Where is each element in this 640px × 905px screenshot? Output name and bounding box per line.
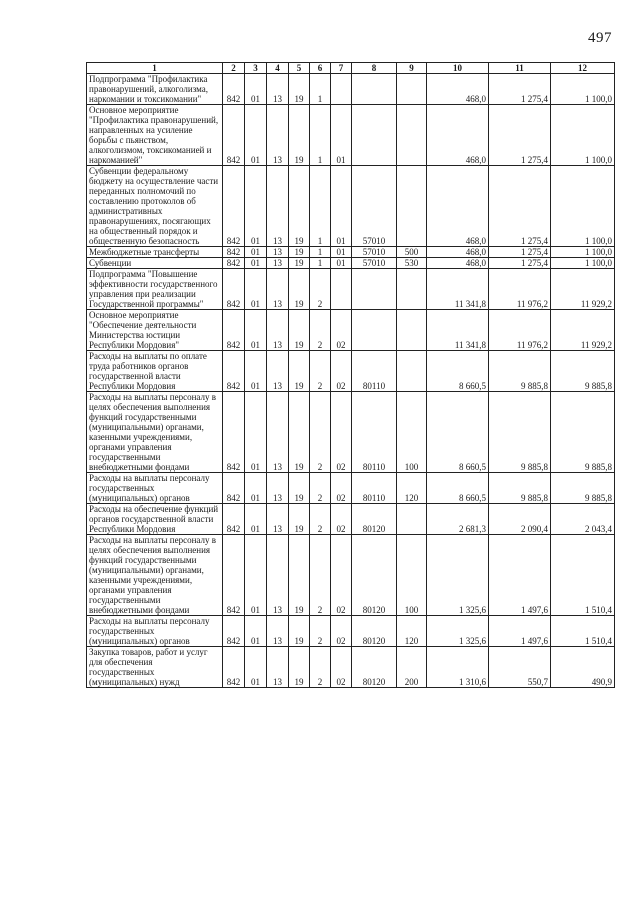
code-cell: 13 (267, 616, 289, 647)
column-header: 1 (87, 63, 223, 74)
code-cell: 80120 (352, 647, 397, 688)
code-cell: 01 (245, 392, 267, 473)
code-cell: 13 (267, 351, 289, 392)
code-cell: 842 (223, 258, 245, 269)
amount-cell: 490,9 (551, 647, 615, 688)
code-cell: 13 (267, 535, 289, 616)
row-name-cell: Субвенции (87, 258, 223, 269)
code-cell (331, 269, 352, 310)
row-name-cell: Расходы на выплаты персоналу государственных (муниципальных) органов (87, 616, 223, 647)
code-cell: 2 (310, 392, 331, 473)
table-row (87, 392, 615, 473)
code-cell: 01 (245, 504, 267, 535)
code-cell: 13 (267, 74, 289, 105)
table-row (87, 269, 615, 310)
code-cell: 13 (267, 310, 289, 351)
code-cell: 01 (245, 310, 267, 351)
amount-cell: 1 275,4 (489, 105, 551, 166)
amount-cell: 9 885,8 (489, 351, 551, 392)
code-cell: 1 (310, 74, 331, 105)
code-cell (397, 504, 427, 535)
amount-cell: 468,0 (427, 166, 489, 247)
code-cell: 19 (289, 74, 310, 105)
column-header: 2 (223, 63, 245, 74)
code-cell: 2 (310, 310, 331, 351)
amount-cell: 468,0 (427, 258, 489, 269)
amount-cell: 9 885,8 (489, 392, 551, 473)
code-cell: 842 (223, 473, 245, 504)
code-cell (397, 105, 427, 166)
code-cell: 02 (331, 647, 352, 688)
amount-cell: 468,0 (427, 74, 489, 105)
budget-table (86, 62, 615, 688)
code-cell: 01 (245, 247, 267, 258)
amount-cell: 1 325,6 (427, 616, 489, 647)
code-cell: 2 (310, 647, 331, 688)
code-cell: 2 (310, 504, 331, 535)
code-cell: 2 (310, 473, 331, 504)
amount-cell: 1 100,0 (551, 74, 615, 105)
amount-cell: 468,0 (427, 247, 489, 258)
code-cell: 842 (223, 647, 245, 688)
code-cell: 842 (223, 392, 245, 473)
code-cell: 80110 (352, 351, 397, 392)
table-row (87, 258, 615, 269)
code-cell: 13 (267, 473, 289, 504)
code-cell: 842 (223, 166, 245, 247)
code-cell: 19 (289, 351, 310, 392)
table-row (87, 247, 615, 258)
code-cell: 120 (397, 473, 427, 504)
column-header: 7 (331, 63, 352, 74)
code-cell (397, 310, 427, 351)
code-cell: 01 (245, 616, 267, 647)
code-cell (397, 351, 427, 392)
column-header: 6 (310, 63, 331, 74)
code-cell: 19 (289, 535, 310, 616)
code-cell: 842 (223, 504, 245, 535)
row-name-cell: Межбюджетные трансферты (87, 247, 223, 258)
amount-cell: 1 497,6 (489, 616, 551, 647)
amount-cell: 9 885,8 (551, 473, 615, 504)
amount-cell: 2 090,4 (489, 504, 551, 535)
code-cell (397, 166, 427, 247)
code-cell: 120 (397, 616, 427, 647)
code-cell: 19 (289, 247, 310, 258)
code-cell: 01 (331, 258, 352, 269)
code-cell: 842 (223, 616, 245, 647)
column-header: 9 (397, 63, 427, 74)
amount-cell: 1 275,4 (489, 258, 551, 269)
code-cell: 19 (289, 105, 310, 166)
code-cell: 13 (267, 392, 289, 473)
amount-cell: 8 660,5 (427, 473, 489, 504)
code-cell: 01 (245, 258, 267, 269)
amount-cell: 1 275,4 (489, 247, 551, 258)
code-cell: 02 (331, 473, 352, 504)
code-cell: 80110 (352, 473, 397, 504)
code-cell: 200 (397, 647, 427, 688)
code-cell: 57010 (352, 258, 397, 269)
row-name-cell: Основное мероприятие "Профилактика правонарушений, направленных на усиление борьбы с пьянством, алкоголизмом, токсикоманией и наркоманией" (87, 105, 223, 166)
code-cell: 80120 (352, 535, 397, 616)
code-cell (397, 269, 427, 310)
page-number: 497 (588, 30, 612, 46)
code-cell: 19 (289, 166, 310, 247)
code-cell: 02 (331, 616, 352, 647)
amount-cell: 2 043,4 (551, 504, 615, 535)
column-header: 12 (551, 63, 615, 74)
code-cell: 1 (310, 258, 331, 269)
code-cell (331, 74, 352, 105)
table-row (87, 166, 615, 247)
code-cell: 01 (245, 351, 267, 392)
code-cell (397, 74, 427, 105)
code-cell: 1 (310, 166, 331, 247)
amount-cell: 1 275,4 (489, 74, 551, 105)
amount-cell: 11 976,2 (489, 310, 551, 351)
code-cell: 02 (331, 535, 352, 616)
code-cell (352, 310, 397, 351)
code-cell: 2 (310, 351, 331, 392)
amount-cell: 9 885,8 (551, 351, 615, 392)
code-cell: 19 (289, 269, 310, 310)
code-cell: 19 (289, 504, 310, 535)
amount-cell: 1 100,0 (551, 166, 615, 247)
table-row (87, 310, 615, 351)
column-header: 8 (352, 63, 397, 74)
code-cell: 02 (331, 392, 352, 473)
code-cell: 01 (331, 247, 352, 258)
amount-cell: 1 275,4 (489, 166, 551, 247)
code-cell: 100 (397, 392, 427, 473)
code-cell: 01 (331, 166, 352, 247)
code-cell: 01 (245, 647, 267, 688)
amount-cell: 1 100,0 (551, 247, 615, 258)
row-name-cell: Расходы на обеспечение функций органов государственной власти Республики Мордовия (87, 504, 223, 535)
code-cell: 57010 (352, 247, 397, 258)
table-row (87, 535, 615, 616)
code-cell: 80120 (352, 504, 397, 535)
row-name-cell: Подпрограмма "Повышение эффективности государственного управления при реализации Государственной программы" (87, 269, 223, 310)
amount-cell: 1 100,0 (551, 105, 615, 166)
row-name-cell: Субвенции федеральному бюджету на осуществление части переданных полномочий по составлению протоколов об административных правонарушениях, посягающих на общественный порядок и общественную безопасность (87, 166, 223, 247)
amount-cell: 1 325,6 (427, 535, 489, 616)
code-cell: 500 (397, 247, 427, 258)
code-cell: 13 (267, 166, 289, 247)
amount-cell: 1 100,0 (551, 258, 615, 269)
amount-cell: 11 341,8 (427, 310, 489, 351)
code-cell: 2 (310, 535, 331, 616)
code-cell: 842 (223, 269, 245, 310)
row-name-cell: Подпрограмма "Профилактика правонарушений, алкоголизма, наркомании и токсикомании" (87, 74, 223, 105)
code-cell (352, 105, 397, 166)
amount-cell: 11 929,2 (551, 310, 615, 351)
table-row (87, 504, 615, 535)
amount-cell: 468,0 (427, 105, 489, 166)
code-cell: 19 (289, 392, 310, 473)
row-name-cell: Расходы на выплаты персоналу в целях обеспечения выполнения функций государственными (муниципальными) органами, казенными учреждениями, органами управления государственными внебюджетными фондами (87, 535, 223, 616)
row-name-cell: Расходы на выплаты по оплате труда работников органов государственной власти Республики Мордовия (87, 351, 223, 392)
code-cell: 19 (289, 310, 310, 351)
code-cell (352, 74, 397, 105)
code-cell: 19 (289, 616, 310, 647)
code-cell: 01 (331, 105, 352, 166)
amount-cell: 2 681,3 (427, 504, 489, 535)
code-cell: 1 (310, 247, 331, 258)
table-row (87, 105, 615, 166)
code-cell: 842 (223, 535, 245, 616)
code-cell: 01 (245, 105, 267, 166)
code-cell: 842 (223, 351, 245, 392)
row-name-cell: Расходы на выплаты персоналу в целях обеспечения выполнения функций государственными (муниципальными) органами, казенными учреждениями, органами управления государственными внебюджетными фондами (87, 392, 223, 473)
code-cell: 01 (245, 166, 267, 247)
code-cell: 01 (245, 269, 267, 310)
code-cell: 01 (245, 74, 267, 105)
amount-cell: 9 885,8 (551, 392, 615, 473)
code-cell: 13 (267, 504, 289, 535)
column-header: 10 (427, 63, 489, 74)
amount-cell: 11 976,2 (489, 269, 551, 310)
code-cell: 2 (310, 616, 331, 647)
code-cell: 842 (223, 74, 245, 105)
code-cell: 01 (245, 535, 267, 616)
code-cell: 19 (289, 258, 310, 269)
code-cell: 842 (223, 310, 245, 351)
amount-cell: 11 929,2 (551, 269, 615, 310)
code-cell: 13 (267, 105, 289, 166)
code-cell: 13 (267, 258, 289, 269)
code-cell: 02 (331, 504, 352, 535)
column-header: 4 (267, 63, 289, 74)
row-name-cell: Основное мероприятие "Обеспечение деятельности Министерства юстиции Республики Мордовия" (87, 310, 223, 351)
amount-cell: 550,7 (489, 647, 551, 688)
amount-cell: 11 341,8 (427, 269, 489, 310)
code-cell: 842 (223, 247, 245, 258)
table-row (87, 473, 615, 504)
column-header: 11 (489, 63, 551, 74)
code-cell: 13 (267, 269, 289, 310)
code-cell (352, 269, 397, 310)
table-row (87, 647, 615, 688)
amount-cell: 1 510,4 (551, 616, 615, 647)
amount-cell: 8 660,5 (427, 351, 489, 392)
code-cell: 02 (331, 351, 352, 392)
code-cell: 01 (245, 473, 267, 504)
code-cell: 80110 (352, 392, 397, 473)
code-cell: 530 (397, 258, 427, 269)
table-row (87, 351, 615, 392)
code-cell: 1 (310, 105, 331, 166)
code-cell: 57010 (352, 166, 397, 247)
code-cell: 19 (289, 647, 310, 688)
row-name-cell: Закупка товаров, работ и услуг для обеспечения государственных (муниципальных) нужд (87, 647, 223, 688)
table-row (87, 616, 615, 647)
code-cell: 13 (267, 647, 289, 688)
code-cell: 80120 (352, 616, 397, 647)
code-cell: 100 (397, 535, 427, 616)
code-cell: 13 (267, 247, 289, 258)
amount-cell: 9 885,8 (489, 473, 551, 504)
header-row (87, 63, 615, 74)
code-cell: 2 (310, 269, 331, 310)
code-cell: 02 (331, 310, 352, 351)
table-row (87, 74, 615, 105)
amount-cell: 8 660,5 (427, 392, 489, 473)
column-header: 3 (245, 63, 267, 74)
amount-cell: 1 497,6 (489, 535, 551, 616)
amount-cell: 1 310,6 (427, 647, 489, 688)
column-header: 5 (289, 63, 310, 74)
row-name-cell: Расходы на выплаты персоналу государственных (муниципальных) органов (87, 473, 223, 504)
amount-cell: 1 510,4 (551, 535, 615, 616)
code-cell: 842 (223, 105, 245, 166)
code-cell: 19 (289, 473, 310, 504)
